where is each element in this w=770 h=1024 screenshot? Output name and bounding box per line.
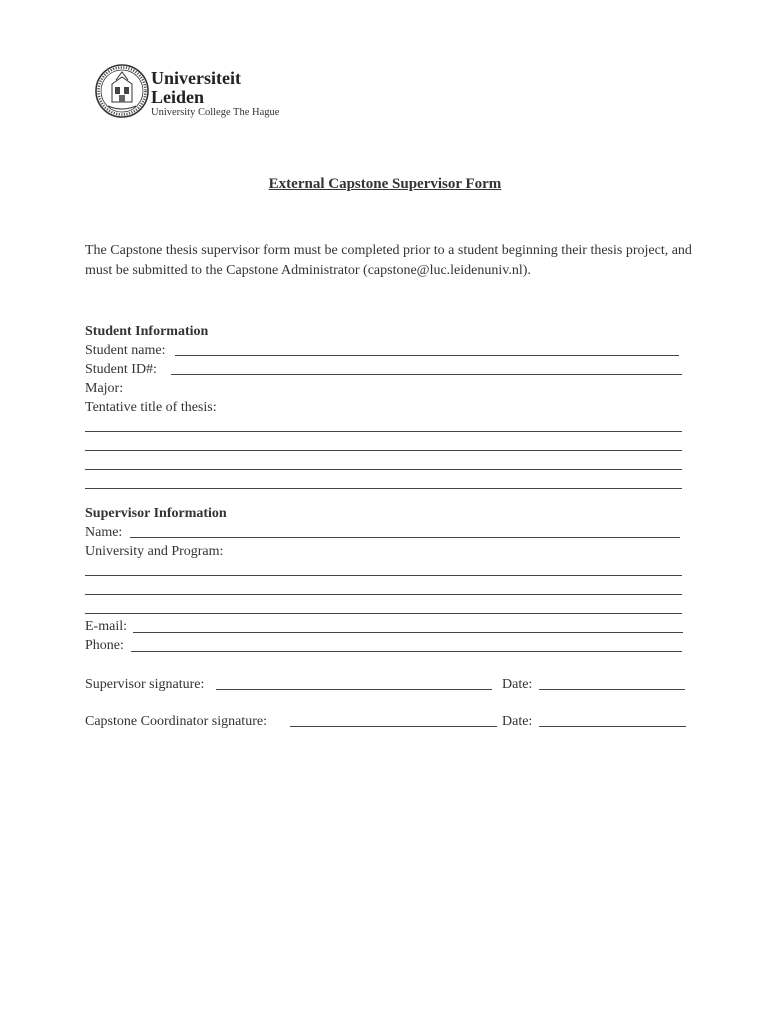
university-program-line-2[interactable] — [85, 594, 682, 595]
university-seal-icon — [94, 62, 150, 120]
coordinator-date-field[interactable] — [539, 726, 686, 727]
supervisor-section-heading: Supervisor Information — [85, 506, 227, 521]
thesis-title-line-2[interactable] — [85, 450, 682, 451]
supervisor-signature-field[interactable] — [216, 689, 492, 690]
university-program-label: University and Program: — [85, 544, 224, 559]
thesis-title-line-3[interactable] — [85, 469, 682, 470]
student-id-label: Student ID#: — [85, 362, 157, 377]
form-intro: The Capstone thesis supervisor form must be completed prior to a student beginning their thesis project, and must be submitted to the Capstone Administrator (capstone@luc.leidenuniv.nl). — [85, 243, 692, 278]
email-label: E-mail: — [85, 619, 127, 634]
phone-label: Phone: — [85, 638, 124, 653]
university-program-line-3[interactable] — [85, 613, 682, 614]
student-name-field[interactable] — [175, 355, 679, 356]
form-title: External Capstone Supervisor Form — [268, 176, 502, 192]
supervisor-date-field[interactable] — [539, 689, 685, 690]
supervisor-date-label: Date: — [502, 677, 533, 692]
coordinator-signature-field[interactable] — [290, 726, 497, 727]
thesis-title-line-1[interactable] — [85, 431, 682, 432]
logo-subtitle: University College The Hague — [151, 107, 280, 118]
email-field[interactable] — [133, 632, 683, 633]
logo-name-line2: Leiden — [151, 87, 205, 107]
thesis-title-line-4[interactable] — [85, 488, 682, 489]
supervisor-name-label: Name: — [85, 525, 123, 540]
coordinator-signature-label: Capstone Coordinator signature: — [85, 714, 267, 729]
student-name-label: Student name: — [85, 343, 166, 358]
coordinator-date-label: Date: — [502, 714, 533, 729]
phone-field[interactable] — [131, 651, 682, 652]
thesis-title-label: Tentative title of thesis: — [85, 400, 217, 415]
university-program-line-1[interactable] — [85, 575, 682, 576]
university-logo — [94, 62, 284, 124]
student-section-heading: Student Information — [85, 324, 209, 339]
logo-name-line1: Universiteit — [151, 68, 241, 88]
student-id-field[interactable] — [171, 374, 682, 375]
supervisor-name-field[interactable] — [130, 537, 680, 538]
major-label: Major: — [85, 381, 124, 396]
supervisor-signature-label: Supervisor signature: — [85, 677, 205, 692]
